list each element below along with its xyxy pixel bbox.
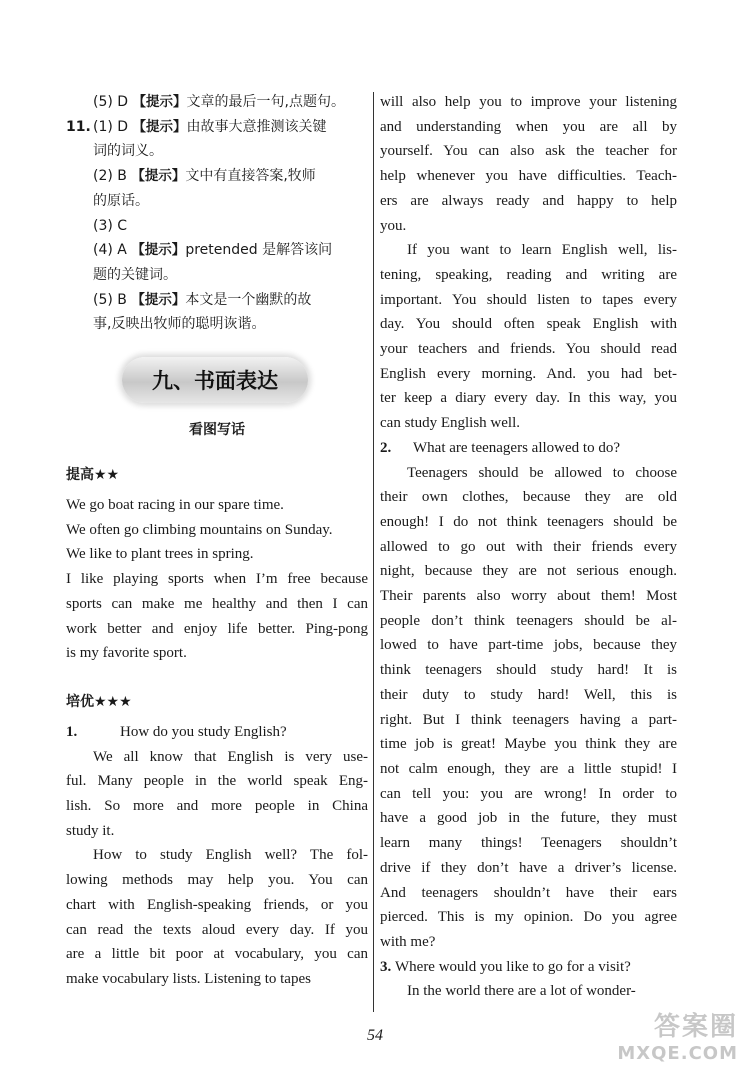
text-line: enough! I do not think teenagers should be xyxy=(380,513,677,530)
text-line: ful. Many people in the world speak Eng- xyxy=(66,773,368,790)
text-line: If you want to learn English well, lis- xyxy=(407,242,677,259)
text-line: are a little bit poor at vocabulary, you can xyxy=(66,946,368,963)
section-subtitle: 看图写话 xyxy=(189,422,245,439)
text-line: Teenagers should be allowed to choose xyxy=(407,464,677,481)
text-line: And teenagers shouldn’t have their ears xyxy=(380,884,677,901)
text-line: help whenever you have difficulties. Teach- xyxy=(380,168,677,185)
text-line: We like to plant trees in spring. xyxy=(66,546,254,563)
text-line: lish. So more and more people in China xyxy=(66,798,368,815)
answer-10-5: (5) D 【提示】文章的最后一句,点题句。 xyxy=(93,94,345,110)
text-line: with me? xyxy=(380,933,436,950)
text-line: is my favorite sport. xyxy=(66,645,187,662)
answer-11-5-cont: 事,反映出牧师的聪明诙谐。 xyxy=(93,316,266,333)
paragraph xyxy=(66,518,368,543)
text-line: right. But I think teenagers having a part- xyxy=(380,711,677,728)
paragraph xyxy=(66,843,368,991)
answer-11-1-cont: 词的词义。 xyxy=(93,143,163,160)
text-line: pierced. This is my opinion. Do you agree xyxy=(380,909,677,926)
text-line: night, because they are not serious enough. xyxy=(380,563,677,580)
paragraph xyxy=(380,90,677,238)
answer-11-2-cont: 的原话。 xyxy=(93,192,149,209)
answer-11-2: (2) B 【提示】文中有直接答案,牧师 xyxy=(93,168,316,185)
paragraph xyxy=(66,745,368,844)
text-line: you. xyxy=(380,217,407,234)
answer-11-3: (3) C xyxy=(93,217,128,234)
section-title-banner: 九、书面表达 xyxy=(122,357,308,403)
text-line: allowed to go out with their friends every xyxy=(380,538,677,555)
text-line: work better and enjoy life better. Ping-pong xyxy=(66,620,368,637)
text-line: people don’t think teenagers should be al- xyxy=(380,612,677,629)
answer-11-1: 11. (1) D 【提示】由故事大意推测该关键 xyxy=(66,118,327,135)
text-line: ter keep a diary every day. In this way, you xyxy=(380,390,677,407)
column-divider xyxy=(373,92,374,1012)
text-line: In the world there are a lot of wonder- xyxy=(407,983,636,1000)
text-line: their own clothes, because they are old xyxy=(380,489,677,506)
text-line: can study English well. xyxy=(380,415,520,432)
text-line: tening, speaking, reading and writing are xyxy=(380,266,677,283)
text-line: their duty to study hard! Well, this is xyxy=(380,686,677,703)
improve-text xyxy=(66,493,368,666)
text-line: We all know that English is very use- xyxy=(93,748,368,765)
text-line: day. You should often speak English with xyxy=(380,316,677,333)
level-heading-improve: 提高★★ xyxy=(66,467,120,484)
question-1-title: 1. How do you study English? xyxy=(66,723,287,740)
text-line: important. You should listen to tapes every xyxy=(380,291,677,308)
text-line: drive if they don’t have a driver’s license. xyxy=(380,859,677,876)
text-line: learn many things! Teenagers shouldn’t xyxy=(380,835,677,852)
text-line: your teachers and friends. You should read xyxy=(380,341,677,358)
text-line: time job is great! Maybe you think they are xyxy=(380,736,677,753)
page-number: 54 xyxy=(367,1027,383,1044)
text-line: not calm enough, they are a little stupid! I xyxy=(380,760,677,777)
answer-11-5: (5) B 【提示】本文是一个幽默的故 xyxy=(93,291,312,308)
left-column xyxy=(66,90,368,992)
text-line: sports can make me healthy and then I can xyxy=(66,595,368,612)
paragraph xyxy=(66,542,368,567)
question-2-title: 2. What are teenagers allowed to do? xyxy=(380,439,620,456)
text-line: Their parents also worry about them! Most xyxy=(380,588,677,605)
text-line: chart with English-speaking friends, or you xyxy=(66,896,368,913)
question-3-title: 3. Where would you like to go for a visit? xyxy=(380,958,631,975)
paragraph xyxy=(380,238,677,436)
text-line: can tell you: you are wrong! In order to xyxy=(380,785,677,802)
text-line: have a good job in the future, they must xyxy=(380,810,677,827)
text-line: will also help you to improve your listening xyxy=(380,94,677,110)
paragraph xyxy=(380,461,677,955)
text-line: English every morning. And. you had bet- xyxy=(380,365,677,382)
text-line: and understanding when you are all by xyxy=(380,118,677,135)
text-line: think teenagers should study hard! It is xyxy=(380,662,677,679)
paragraph xyxy=(380,979,677,1004)
text-line: ers are always ready and happy to help xyxy=(380,192,677,209)
text-line: make vocabulary lists. Listening to tapes xyxy=(66,970,311,987)
text-line: study it. xyxy=(66,822,115,839)
right-column xyxy=(380,90,677,1004)
text-line: We go boat racing in our spare time. xyxy=(66,497,284,514)
watermark-url: MXQE.COM xyxy=(617,1043,738,1064)
text-line: How to study English well? The fol- xyxy=(93,847,368,864)
text-line: We often go climbing mountains on Sunday. xyxy=(66,521,333,538)
text-line: can read the texts aloud every day. If you xyxy=(66,921,368,938)
text-line: lowing methods may help you. You can xyxy=(66,872,368,889)
answer-11-4-cont: 题的关键词。 xyxy=(93,266,177,283)
paragraph xyxy=(66,567,368,666)
watermark-text: 答案圈 xyxy=(653,1012,738,1042)
watermark-logo xyxy=(617,1006,738,1064)
text-line: I like playing sports when I’m free because xyxy=(66,571,368,588)
text-line: yourself. You can also ask the teacher for xyxy=(380,143,677,160)
answer-11-4: (4) A 【提示】pretended 是解答该问 xyxy=(93,242,333,259)
level-heading-advanced: 培优★★★ xyxy=(66,693,132,710)
text-line: lowed to have part-time jobs, because they xyxy=(380,637,677,654)
paragraph xyxy=(66,493,368,518)
